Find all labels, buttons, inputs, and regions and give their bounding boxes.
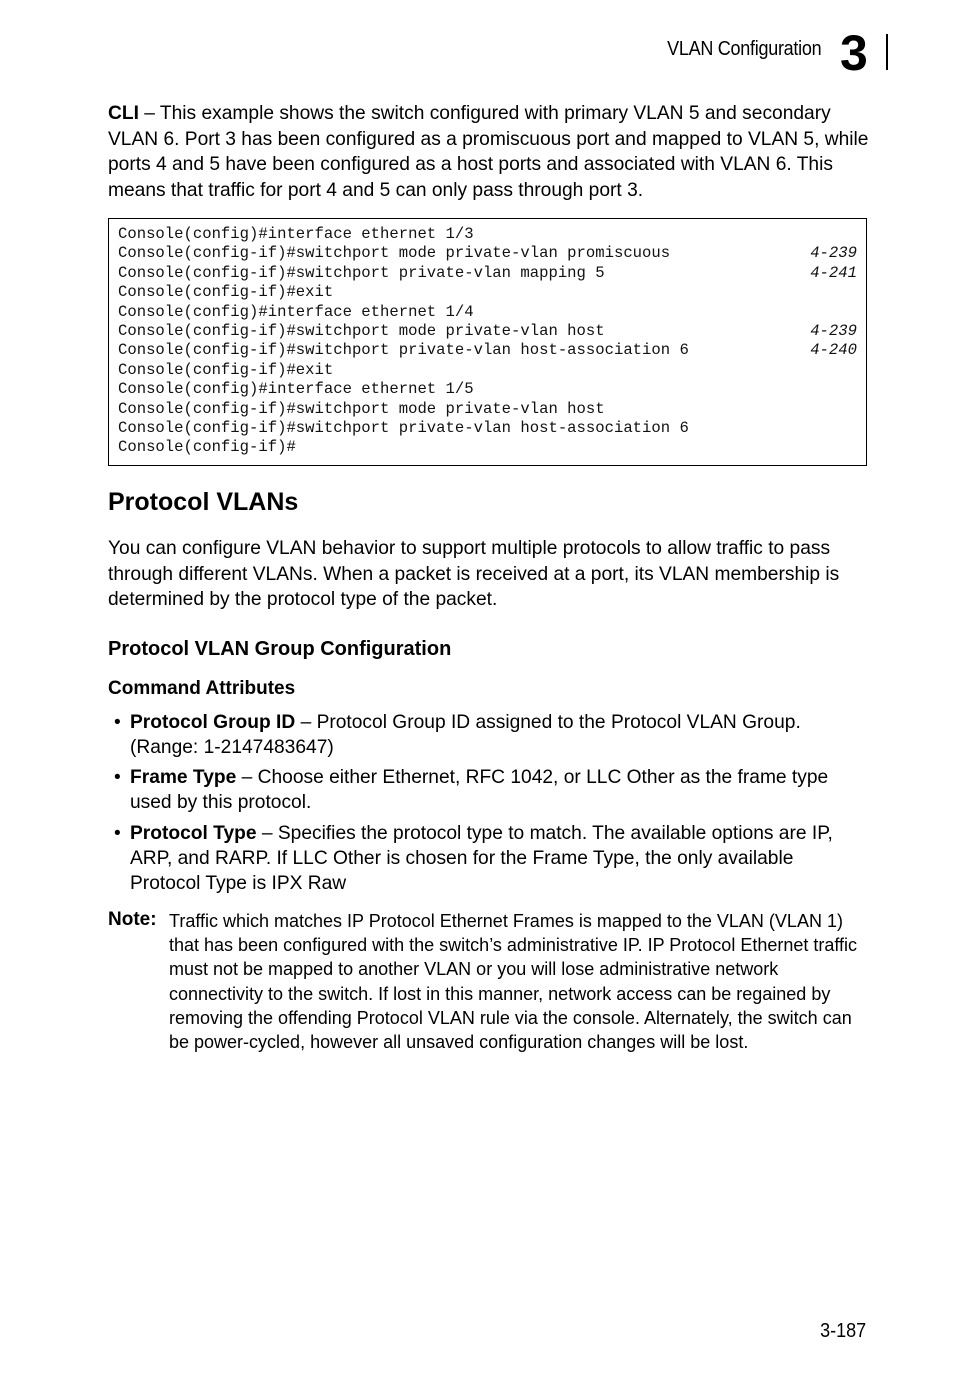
list-item — [108, 821, 869, 896]
attribute-term: Protocol Type — [130, 823, 257, 844]
attribute-description: – Protocol Group ID assigned to the Protocol VLAN Group. (Range: 1-2147483647) — [130, 712, 801, 758]
code-line: Console(config-if)# — [118, 438, 296, 457]
list-item — [108, 710, 869, 760]
code-line: Console(config-if)#switchport private-vlan host-association 6 4-240 — [118, 341, 857, 360]
subsection-heading: Protocol VLAN Group Configuration — [108, 638, 452, 660]
code-reference: 4-241 — [810, 263, 857, 282]
code-line: Console(config)#interface ethernet 1/3 — [118, 225, 474, 243]
intro-text: – This example shows the switch configured with primary VLAN 5 and secondary VLAN 6. Port 3 has been configured as a promiscuous port and mapped to VLAN 5, while ports 4 and 5 have been configured as a host ports and associated with VLAN 6. This means that traffic for port 4 and 5 can only pass through port 3. — [108, 103, 869, 201]
attribute-term: Protocol Group ID — [130, 712, 296, 733]
bullet-icon: • — [114, 712, 121, 733]
code-example — [108, 218, 867, 466]
code-reference: 4-240 — [810, 341, 857, 360]
chapter-number: 3 — [840, 25, 868, 81]
attribute-description: – Choose either Ethernet, RFC 1042, or LLC Other as the frame type used by this protocol. — [130, 767, 829, 813]
code-line: Console(config-if)#switchport private-vlan mapping 5 4-241 — [118, 263, 857, 282]
code-reference: 4-239 — [810, 322, 857, 340]
code-reference: 4-239 — [810, 244, 857, 263]
intro-paragraph — [108, 101, 869, 203]
chapter-divider — [886, 34, 888, 70]
attribute-term: Frame Type — [130, 767, 237, 788]
section-heading: Protocol VLANs — [108, 488, 299, 516]
code-line: Console(config-if)#switchport private-vlan host-association 6 — [118, 419, 689, 437]
bullet-icon: • — [114, 767, 121, 788]
note-label: Note: — [108, 909, 157, 930]
code-line: Console(config-if)#exit — [118, 360, 334, 379]
attributes-heading: Command Attributes — [108, 678, 296, 699]
code-line: Console(config-if)#switchport mode private-vlan host 4-239 — [118, 322, 857, 340]
code-line: Console(config-if)#switchport mode private-vlan promiscuous 4-239 — [118, 244, 857, 263]
intro-lead: CLI — [108, 103, 139, 124]
code-line: Console(config)#interface ethernet 1/4 — [118, 302, 474, 321]
code-line: Console(config)#interface ethernet 1/5 — [118, 380, 474, 399]
section-paragraph: You can configure VLAN behavior to support multiple protocols to allow traffic to pass through different VLANs. When a packet is received at a port, its VLAN membership is determined by the protocol type of the packet. — [108, 538, 840, 610]
note-text: Traffic which matches IP Protocol Ethernet Frames is mapped to the VLAN (VLAN 1) that has been configured with the switch’s administrative IP. IP Protocol Ethernet traffic must not be mapped to another VLAN or you will lose administrative network connectivity to the switch. If lost in this manner, network access can be regained by removing the offending Protocol VLAN rule via the console. Alternately, the switch can be power-cycled, however all unsaved configuration changes will be lost. — [169, 911, 858, 1053]
attribute-description: – Specifies the protocol type to match. The available options are IP, ARP, and RARP. If LLC Other is chosen for the Frame Type, the only available Protocol Type is IPX Raw — [130, 823, 833, 894]
code-line: Console(config-if)#switchport mode private-vlan host — [118, 399, 605, 418]
section-title: VLAN Configuration — [666, 38, 821, 60]
page-number: 3-187 — [819, 1320, 866, 1342]
bullet-icon: • — [114, 823, 121, 844]
code-line: Console(config-if)#exit — [118, 283, 334, 302]
list-item — [108, 765, 869, 815]
